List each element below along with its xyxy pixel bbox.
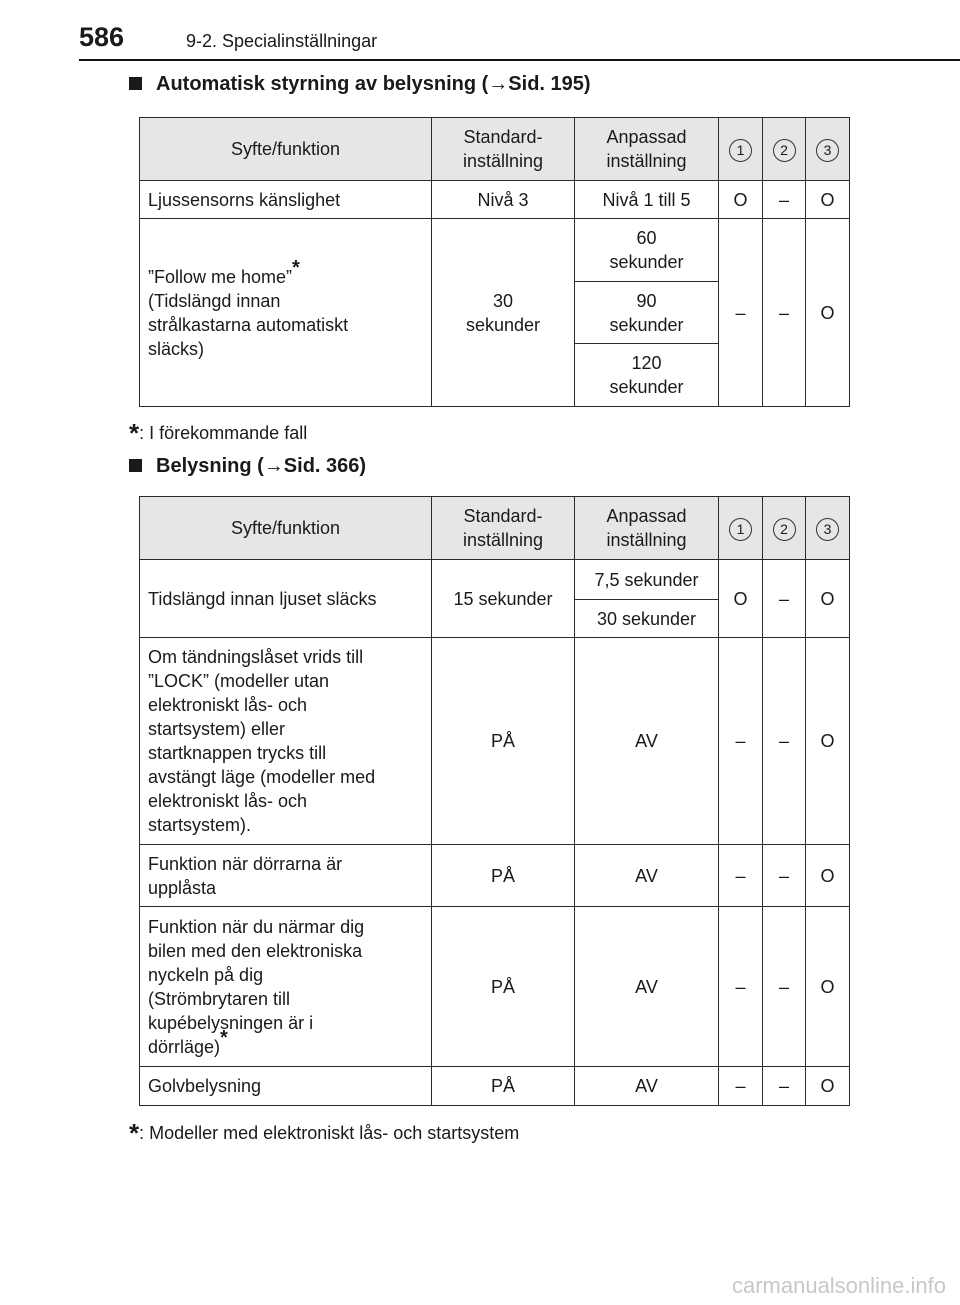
header-rule: [79, 59, 960, 61]
header-col-1: [719, 118, 763, 181]
table-header-row: [140, 118, 850, 181]
settings-table-lighting: [139, 496, 850, 1106]
circled-1-icon: 1: [729, 518, 752, 541]
header-col-3: [806, 497, 850, 560]
table-row: Funktion när du närmar dig bilen med den elektroniska nyckeln på dig (Strömbrytaren till kupébelysningen är i dörrläge)* PÅ AV – – O: [140, 907, 850, 1067]
header-custom: Anpassad inställning: [575, 497, 719, 560]
header-col-2: [763, 497, 806, 560]
table-row: 120 sekunder: [140, 344, 850, 407]
table-row: Funktion när dörrarna är upplåsta PÅ AV – – O: [140, 845, 850, 907]
page-reference: Sid. 195): [508, 73, 591, 95]
settings-table-lighting-control: [139, 117, 850, 407]
header-col-2: [763, 118, 806, 181]
table-row: Tidslängd innan ljuset släcks 15 sekunder 7,5 sekunder O – O: [140, 560, 850, 600]
arrow-icon: →: [488, 73, 509, 95]
header-col-1: [719, 497, 763, 560]
header-custom: Anpassad inställning: [575, 118, 719, 181]
table-row: Golvbelysning PÅ AV – – O: [140, 1067, 850, 1106]
page-number: 586: [79, 22, 125, 52]
footnote-star-icon: *: [129, 418, 140, 448]
footnote-2: *: Modeller med elektroniskt lås- och startsystem: [129, 1118, 520, 1148]
table-row: 30 sekunder: [140, 600, 850, 638]
circled-2-icon: 2: [773, 139, 796, 162]
square-bullet-icon: [129, 459, 142, 472]
footnote-star-icon: *: [220, 1026, 228, 1049]
table-row: ”Follow me home”* (Tidslängd innan strålkastarna automatiskt släcks) 30 sekunder 60 sekunder – – O: [140, 219, 850, 282]
footnote-star-icon: *: [292, 256, 300, 279]
table-row: Ljussensorns känslighet Nivå 3 Nivå 1 till 5 O – O: [140, 181, 850, 219]
footnote-star-icon: *: [129, 1118, 140, 1148]
header-default: Standard- inställning: [432, 118, 575, 181]
circled-2-icon: 2: [773, 518, 796, 541]
header-default: Standard- inställning: [432, 497, 575, 560]
header-function: Syfte/funktion: [140, 497, 432, 560]
header-col-3: [806, 118, 850, 181]
header-function: Syfte/funktion: [140, 118, 432, 181]
table-row: Om tändningslåset vrids till ”LOCK” (modeller utan elektroniskt lås- och startsystem) eller startknappen trycks till avstängt läge (modeller med elektroniskt lås- och startsystem). PÅ AV – – O: [140, 638, 850, 845]
circled-1-icon: 1: [729, 139, 752, 162]
page-header: [79, 20, 960, 60]
section-heading-lighting-control: Automatisk styrning av belysning (→Sid. 195): [129, 73, 591, 96]
footnote-1: *: I förekommande fall: [129, 418, 308, 448]
table-header-row: [140, 497, 850, 560]
section-heading-lighting: Belysning (→Sid. 366): [129, 455, 366, 478]
chapter-title: 9-2. Specialinställningar: [186, 31, 378, 51]
square-bullet-icon: [129, 77, 142, 90]
circled-3-icon: 3: [816, 518, 839, 541]
table-row: 90 sekunder: [140, 282, 850, 344]
arrow-icon: →: [263, 455, 284, 477]
circled-3-icon: 3: [816, 139, 839, 162]
watermark: carmanualsonline.info: [731, 1273, 946, 1298]
page-reference: Sid. 366): [283, 455, 367, 477]
